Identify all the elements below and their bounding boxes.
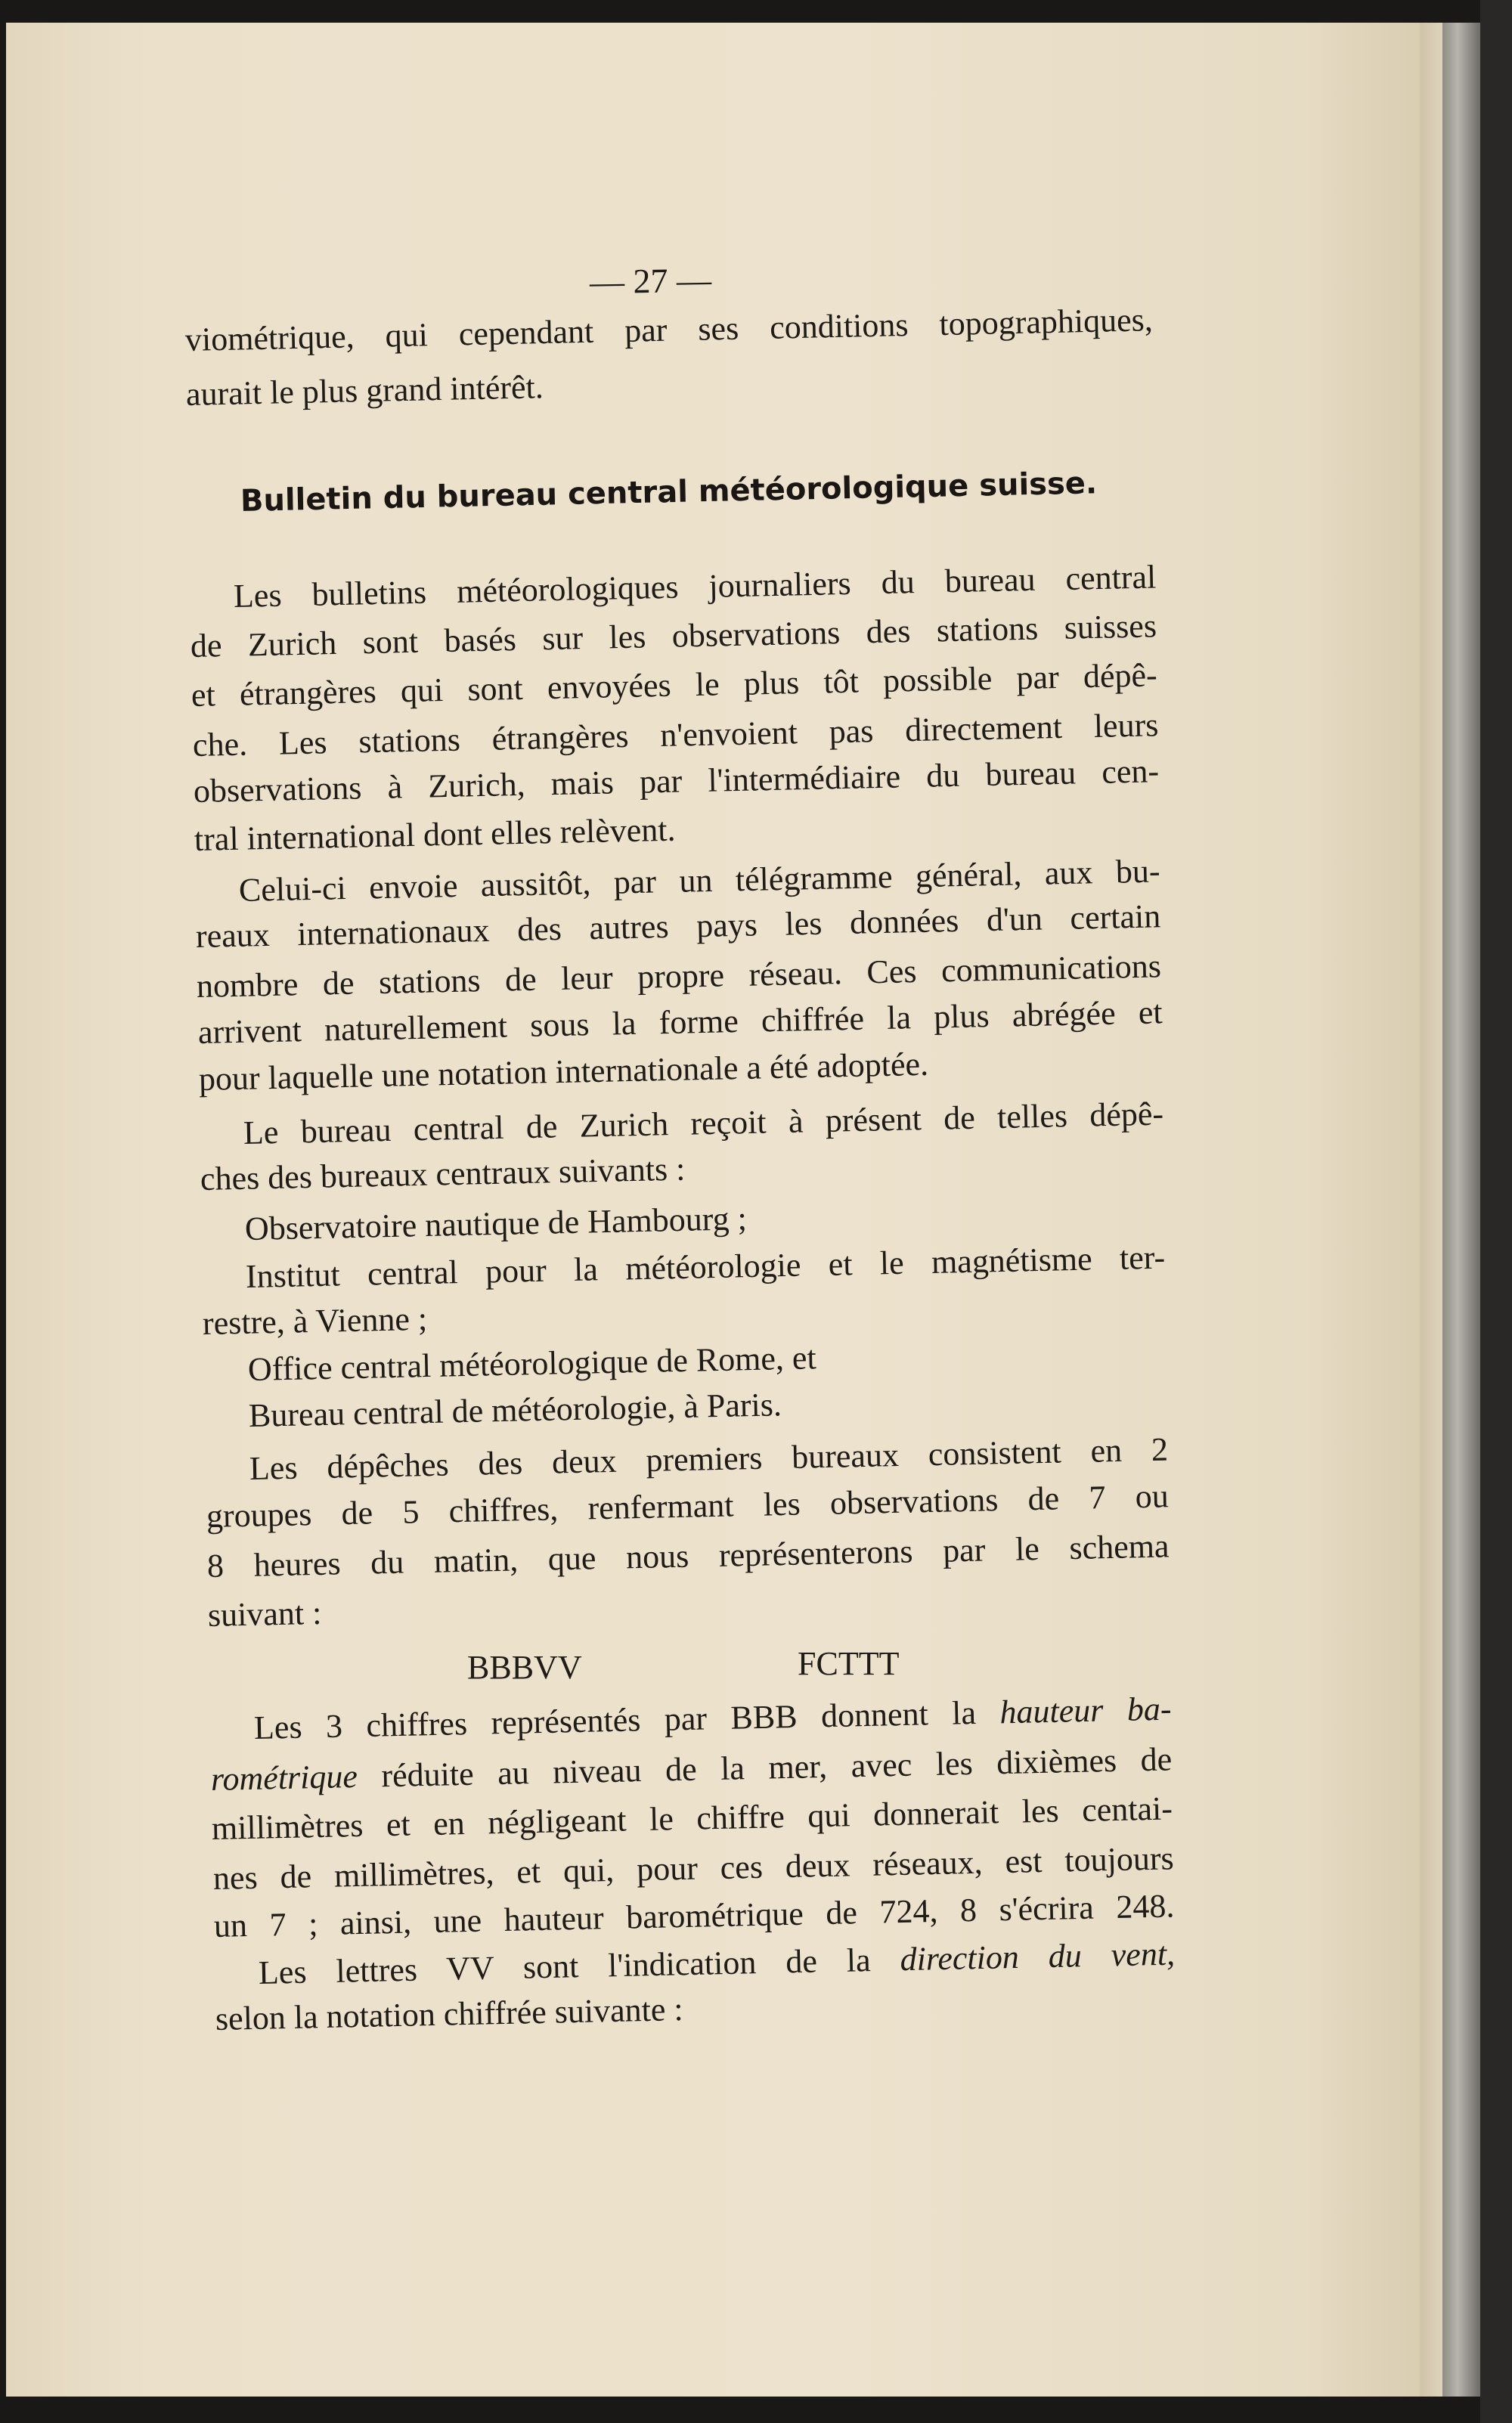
line-text: reaux internationaux des autres pays les données d'un certain bbox=[195, 897, 1161, 956]
page-edge bbox=[1420, 23, 1442, 2397]
book-spine-edge bbox=[1442, 23, 1480, 2397]
line-text: et étrangères qui sont envoyées le plus tôt possible par dépê- bbox=[191, 656, 1158, 714]
line-text: Observatoire nautique de Hambourg ; bbox=[244, 1199, 748, 1247]
line-text: che. Les stations étrangères n'envoient pas directement leurs bbox=[192, 706, 1159, 764]
line-text: Office central météorologique de Rome, et bbox=[247, 1339, 816, 1388]
line-text: 8 heures du matin, que nous représenterons par le schema bbox=[206, 1527, 1170, 1585]
line-text: pour laquelle une notation internationale a été adoptée. bbox=[198, 1045, 929, 1098]
line-text: Les dépêches des deux premiers bureaux consistent en 2 bbox=[249, 1430, 1169, 1487]
line-text: réduite au niveau de la mer, avec les dixièmes de bbox=[357, 1740, 1173, 1795]
page-number: — 27 — bbox=[589, 260, 712, 302]
schema-group-1: BBBVV bbox=[467, 1649, 582, 1686]
line-text: Le bureau central de Zurich reçoit à présent de telles dépê- bbox=[243, 1095, 1164, 1152]
line-text: viométrique, qui cependant par ses conditions topographiques, bbox=[184, 301, 1154, 358]
line-text: groupes de 5 chiffres, renfermant les observations de 7 ou bbox=[206, 1477, 1170, 1535]
line-text: un 7 ; ainsi, une hauteur barométrique de 724, 8 s'écrira 248. bbox=[213, 1887, 1175, 1945]
line-text: aurait le plus grand intérêt. bbox=[185, 367, 544, 413]
line-text: nes de millimètres, et qui, pour ces deux réseaux, est toujours bbox=[212, 1839, 1174, 1897]
text-line bbox=[203, 1299, 428, 1342]
line-text: Institut central pour la météorologie et le magnétisme ter- bbox=[245, 1238, 1166, 1296]
line-text: Bureau central de météorologie, à Paris. bbox=[248, 1386, 782, 1435]
line-text: Les bulletins météorologiques journaliers du bureau central bbox=[233, 558, 1157, 615]
italic-text: direction du vent, bbox=[899, 1935, 1176, 1978]
italic-text: hauteur ba- bbox=[999, 1690, 1173, 1731]
line-text: Les 3 chiffres représentés par BBB donnent la bbox=[253, 1693, 1001, 1747]
line-text: arrivent naturellement sous la forme chiffrée la plus abrégée et bbox=[197, 993, 1163, 1052]
line-text: Les lettres VV sont l'indication de la bbox=[258, 1940, 900, 1991]
line-text: suivant : bbox=[207, 1594, 323, 1634]
line-text: selon la notation chiffrée suivante : bbox=[215, 1990, 684, 2037]
line-text: tral international dont elles relèvent. bbox=[194, 810, 676, 858]
text-line bbox=[186, 367, 544, 414]
line-text: observations à Zurich, mais par l'intermédiaire du bureau cen- bbox=[193, 752, 1160, 810]
text-line bbox=[208, 1594, 322, 1634]
line-text: millimètres et en négligeant le chiffre qui donnerait les centai- bbox=[211, 1789, 1173, 1848]
scan-border bbox=[1480, 0, 1512, 2423]
line-text: Celui-ci envoie aussitôt, par un télégramme général, aux bu- bbox=[238, 852, 1161, 909]
line-text: de Zurich sont basés sur les observations des stations suisses bbox=[190, 607, 1157, 665]
line-text: restre, à Vienne ; bbox=[202, 1300, 428, 1342]
line-text: nombre de stations de leur propre réseau. Ces communications bbox=[196, 947, 1162, 1005]
italic-text: rométrique bbox=[210, 1757, 358, 1798]
schema-group-2: FCTTT bbox=[798, 1645, 900, 1682]
section-heading: Bulletin du bureau central météorologique suisse. bbox=[240, 466, 1098, 519]
line-text: ches des bureaux centraux suivants : bbox=[200, 1150, 686, 1198]
